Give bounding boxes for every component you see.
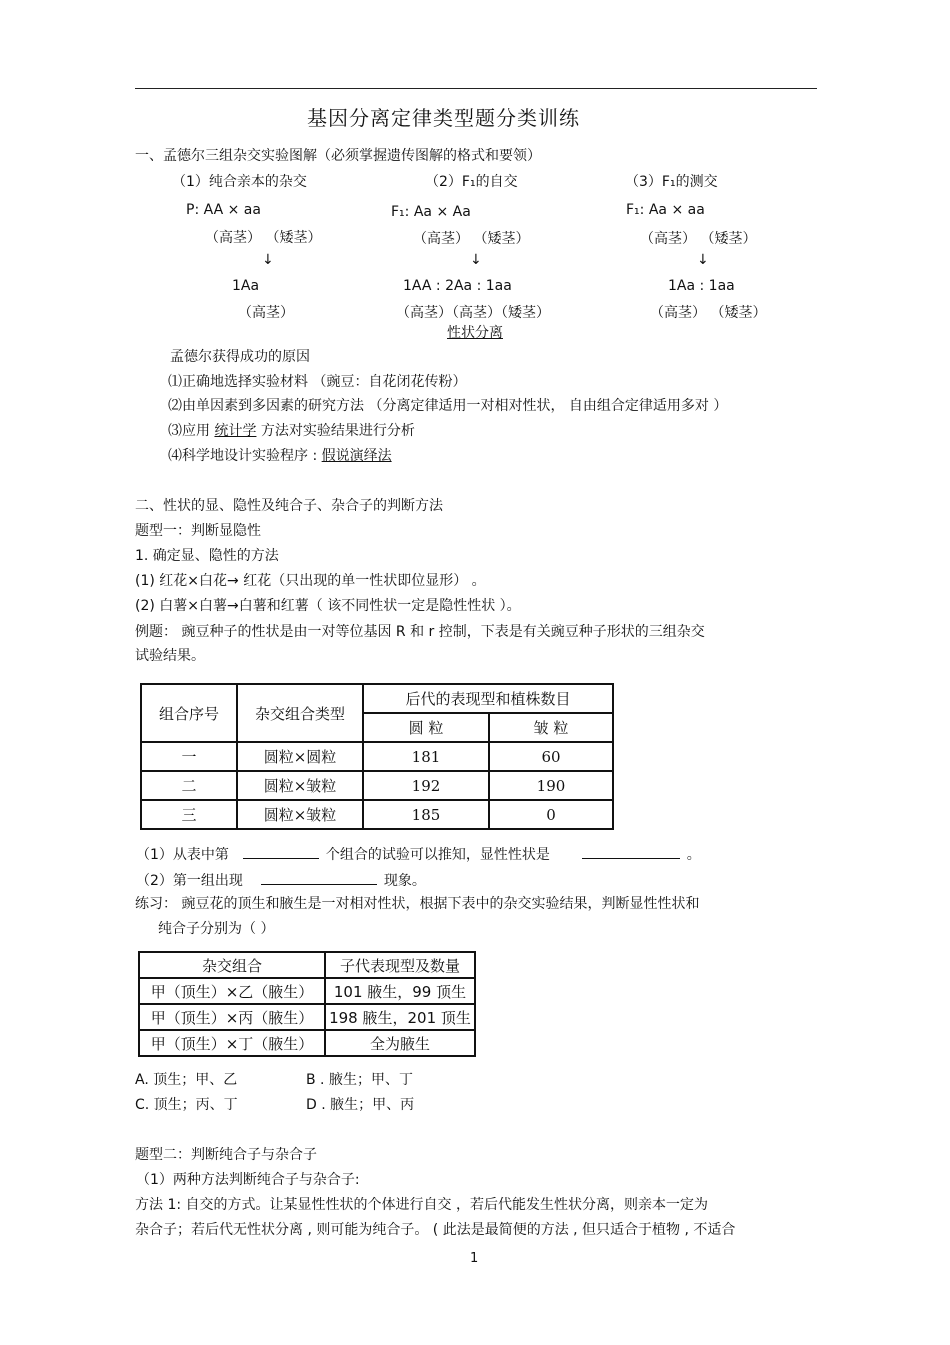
option-c: C. 顶生；丙、丁: [135, 1097, 238, 1113]
page-title: 基因分离定律类型题分类训练: [307, 106, 580, 130]
table-row: [139, 1004, 475, 1030]
table1-cell-type: 圆粒×皱粒: [237, 771, 363, 800]
cross2-arrow: ↓: [470, 252, 482, 268]
question-1-text-a: （1）从表中第: [136, 847, 229, 863]
table1-cell-wrinkled: 190: [489, 771, 613, 800]
question-2: [136, 870, 426, 890]
reason-2: ⑵由单因素到多因素的研究方法 （分离定律适用一对相对性状， 自由组合定律适用多对 ）: [168, 398, 728, 414]
table-row: [141, 771, 613, 800]
cross2-label: （2）F₁的自交: [425, 174, 518, 190]
cross3-arrow: ↓: [697, 252, 709, 268]
reason-4: [168, 445, 392, 465]
table1-header-type: 杂交组合类型: [237, 684, 363, 742]
segregation-note: 性状分离: [447, 325, 503, 341]
table-row: [141, 800, 613, 829]
option-a: A. 顶生；甲、乙: [135, 1072, 238, 1088]
cross2-phenotypes: （高茎） （矮茎）: [413, 231, 530, 247]
table1-cell-type: 圆粒×皱粒: [237, 800, 363, 829]
method-2: (2) 白薯×白薯→白薯和红薯（ 该不同性状一定是隐性性状 ）。: [135, 598, 521, 614]
table1-cell-round: 185: [363, 800, 489, 829]
table1-header-wrinkled: 皱 粒: [489, 713, 613, 742]
table2-header-result: 子代表现型及数量: [325, 952, 475, 978]
cross1-label: （1）纯合亲本的杂交: [172, 174, 307, 190]
method-1: (1) 红花×白花→ 红花（只出现的单一性状即位显形） 。: [135, 573, 486, 589]
table1-cell-wrinkled: 0: [489, 800, 613, 829]
table2-cell-cross: 甲（顶生）×丁（腋生）: [139, 1030, 325, 1056]
cross1-parents: P: AA × aa: [186, 202, 261, 218]
cross1-offspring: 1Aa: [232, 278, 260, 294]
reason-4-prefix: ⑷科学地设计实验程序 :: [168, 448, 318, 464]
type2-line-1: （1）两种方法判断纯合子与杂合子:: [136, 1172, 360, 1188]
cross1-phenotypes: （高茎） （矮茎）: [205, 230, 322, 246]
cross2-parents: F₁: Aa × Aa: [391, 204, 471, 220]
table1-cell-round: 181: [363, 742, 489, 771]
pea-shape-table: [140, 683, 614, 830]
table1-cell-group: 三: [141, 800, 237, 829]
option-b: B . 腋生；甲、丁: [306, 1072, 413, 1088]
table1-header-offspring: 后代的表现型和植株数目: [363, 684, 613, 713]
cross3-parents: F₁: Aa × aa: [626, 202, 705, 218]
question-1: [136, 844, 701, 864]
table-row: [141, 742, 613, 771]
question-1-blank-1[interactable]: [243, 844, 319, 859]
header-rule: [135, 88, 817, 89]
reason-1: ⑴正确地选择实验材料 （豌豆：自花闭花传粉）: [168, 374, 467, 390]
question-type-1: 题型一：判断显隐性: [135, 523, 261, 539]
type2-line-2: 方法 1: 自交的方式。让某显性性状的个体进行自交 ，若后代能发生性状分离，则亲本一定为: [135, 1197, 708, 1213]
question-2-text-a: （2）第一组出现: [136, 873, 243, 889]
reason-3-suffix: 方法对实验结果进行分析: [260, 423, 415, 439]
question-type-2: 题型二：判断纯合子与杂合子: [135, 1147, 317, 1163]
practice-line-1: 练习： 豌豆花的顶生和腋生是一对相对性状，根据下表中的杂交实验结果，判断显性性状和: [135, 896, 700, 912]
reason-3-prefix: ⑶应用: [168, 423, 210, 439]
table2-cell-result: 101 腋生，99 顶生: [325, 978, 475, 1004]
table-row: [139, 1030, 475, 1056]
table2-cell-cross: 甲（顶生）×乙（腋生）: [139, 978, 325, 1004]
section1-heading: 一、孟德尔三组杂交实验图解（必须掌握遗传图解的格式和要领）: [135, 148, 541, 164]
table2-cell-result: 全为腋生: [325, 1030, 475, 1056]
page-number: 1: [470, 1251, 479, 1266]
method-heading: 1. 确定显、隐性的方法: [135, 548, 279, 564]
cross3-offspring-phenotype: （高茎） （矮茎）: [650, 305, 767, 321]
example-line-1: 例题： 豌豆种子的性状是由一对等位基因 R 和 r 控制，下表是有关豌豆种子形状的三组杂交: [135, 624, 705, 640]
section2-heading: 二、性状的显、隐性及纯合子、杂合子的判断方法: [135, 498, 443, 514]
table1-cell-group: 二: [141, 771, 237, 800]
reason-3-answer: 统计学: [214, 423, 257, 439]
table1-cell-round: 192: [363, 771, 489, 800]
table2-cell-cross: 甲（顶生）×丙（腋生）: [139, 1004, 325, 1030]
question-1-text-b: 个组合的试验可以推知，显性性状是: [325, 847, 550, 863]
reasons-heading: 孟德尔获得成功的原因: [170, 349, 310, 365]
question-1-text-c: 。: [686, 847, 701, 863]
cross3-phenotypes: （高茎） （矮茎）: [640, 231, 757, 247]
cross1-arrow: ↓: [262, 252, 274, 268]
option-d: D . 腋生；甲、丙: [306, 1097, 415, 1113]
practice-line-2: 纯合子分别为（ ）: [158, 921, 275, 937]
table1-cell-type: 圆粒×圆粒: [237, 742, 363, 771]
example-line-2: 试验结果。: [135, 648, 205, 664]
table1-cell-group: 一: [141, 742, 237, 771]
cross3-offspring: 1Aa : 1aa: [668, 278, 735, 294]
table1-header-group: 组合序号: [141, 684, 237, 742]
flower-position-table: [138, 951, 476, 1057]
question-2-text-b: 现象。: [383, 873, 426, 889]
question-1-blank-2[interactable]: [582, 844, 680, 859]
cross3-label: （3）F₁的测交: [625, 174, 718, 190]
question-2-blank[interactable]: [261, 870, 377, 885]
table1-header-round: 圆 粒: [363, 713, 489, 742]
reason-4-answer: 假说演绎法: [321, 448, 392, 464]
cross2-offspring: 1AA : 2Aa : 1aa: [403, 278, 512, 294]
table2-header-cross: 杂交组合: [139, 952, 325, 978]
cross2-offspring-phenotype: （高茎）（高茎）（矮茎）: [396, 305, 550, 321]
table1-cell-wrinkled: 60: [489, 742, 613, 771]
reason-3: [168, 420, 415, 440]
type2-line-3: 杂合子；若后代无性状分离 , 则可能为纯合子。 ( 此法是最简便的方法 , 但只适合于植物 , 不适合: [135, 1222, 736, 1238]
cross1-offspring-phenotype: （高茎）: [238, 305, 294, 321]
table-row: [139, 978, 475, 1004]
table2-cell-result: 198 腋生，201 顶生: [325, 1004, 475, 1030]
